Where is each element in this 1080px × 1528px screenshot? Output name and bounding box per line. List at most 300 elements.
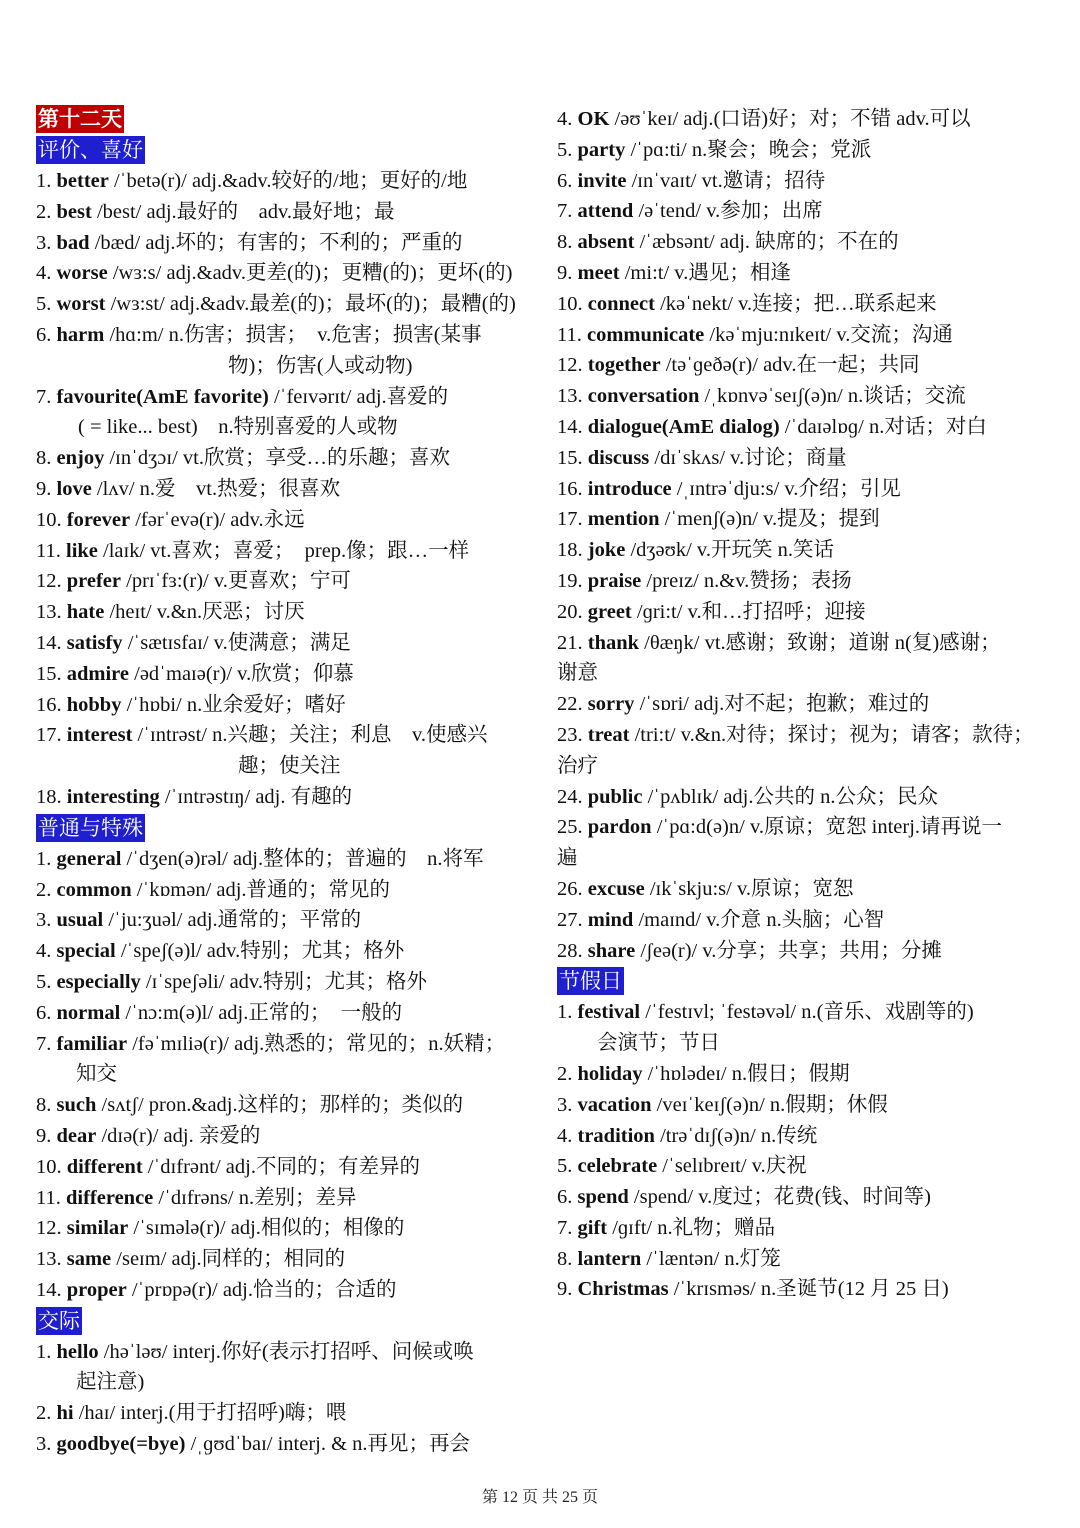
entry-definition: v.&n.厌恶；讨厌 xyxy=(156,601,305,624)
vocab-entry xyxy=(36,936,536,967)
entry-phonetic: /bæd/ xyxy=(94,231,141,254)
entry-number: 8. xyxy=(557,231,573,254)
entry-number: 3. xyxy=(36,909,52,932)
entry-definition: vt.邀请；招待 xyxy=(701,169,826,192)
vocab-entry xyxy=(557,135,1062,166)
entry-definition: n.伤害；损害； v.危害；损害(某事 xyxy=(168,323,482,346)
vocab-entry xyxy=(557,166,1062,197)
entry-word: mention xyxy=(587,508,660,531)
entry-definition: v.介意 n.头脑；心智 xyxy=(706,908,885,931)
entry-number: 17. xyxy=(36,724,62,747)
entry-phonetic: /ˈkɒmən/ xyxy=(136,878,212,901)
entry-phonetic: /əʊˈkeɪ/ xyxy=(614,108,679,130)
entry-number: 2. xyxy=(36,878,52,901)
entry-word: worst xyxy=(56,293,106,316)
entry-definition: adj.普通的；常见的 xyxy=(216,878,391,901)
vocab-entry xyxy=(36,1244,536,1275)
entry-definition: adj.公共的 n.公众；民众 xyxy=(723,785,938,808)
entry-number: 15. xyxy=(557,446,583,469)
entry-definition: adj. 亲爱的 xyxy=(163,1124,261,1147)
entry-word: better xyxy=(56,170,109,192)
vocab-entry xyxy=(557,258,1062,289)
entry-definition-continued: ( = like... best) n.特别喜爱的人或物 xyxy=(78,416,398,439)
entry-definition: adj.不同的；有差异的 xyxy=(225,1155,420,1178)
entry-number: 10. xyxy=(557,292,583,315)
vocab-entry xyxy=(557,689,1062,720)
entry-phonetic: /ˈbetə(r)/ xyxy=(113,170,187,192)
entry-phonetic: /ˈsɪmələ(r)/ xyxy=(133,1217,226,1240)
entry-phonetic: /həˈləʊ/ xyxy=(103,1340,168,1363)
entry-definition: n.假日；假期 xyxy=(731,1062,850,1085)
entry-phonetic: /tri:t/ xyxy=(634,723,676,746)
vocab-entry xyxy=(36,443,536,474)
entry-word: usual xyxy=(56,909,104,932)
vocab-entry xyxy=(557,1121,1062,1152)
entry-number: 8. xyxy=(557,1247,573,1270)
entry-word: satisfy xyxy=(66,631,123,654)
entry-definition: v.连接；把…联系起来 xyxy=(738,292,937,315)
entry-number: 20. xyxy=(557,600,583,623)
entry-word: party xyxy=(577,138,626,161)
entry-definition: adv.在一起；共同 xyxy=(763,354,920,377)
entry-number: 12. xyxy=(557,354,583,377)
entry-number: 14. xyxy=(36,631,62,654)
entry-definition: n.礼物；赠品 xyxy=(657,1216,776,1239)
entry-definition: n.&v.赞扬；表扬 xyxy=(703,569,852,592)
entry-word: absent xyxy=(577,231,635,254)
entry-list xyxy=(36,844,536,1306)
entry-definition: v.欣赏；仰慕 xyxy=(237,662,354,685)
entry-word: praise xyxy=(587,569,642,592)
vocab-entry xyxy=(557,905,1062,936)
section-heading: 评价、喜好 xyxy=(38,138,143,162)
entry-definition-continued: 治疗 xyxy=(557,754,598,777)
entry-number: 9. xyxy=(36,477,52,500)
entry-number: 18. xyxy=(36,785,62,808)
entry-word: tradition xyxy=(577,1124,655,1147)
entry-phonetic: /ˌɪntrəˈdju:s/ xyxy=(676,477,780,500)
vocab-entry xyxy=(557,381,1062,412)
vocab-entry xyxy=(36,844,536,875)
entry-number: 21. xyxy=(557,631,583,654)
entry-phonetic: /ˌɡʊdˈbaɪ/ xyxy=(190,1433,273,1456)
vocab-entry xyxy=(36,289,536,320)
vocab-entry xyxy=(36,536,536,567)
vocab-entry xyxy=(557,1213,1062,1244)
entry-definition: v.分享；共享；共用；分摊 xyxy=(702,939,942,962)
entry-number: 6. xyxy=(557,169,573,192)
entry-number: 8. xyxy=(36,1094,52,1117)
entry-definition: interj. & n.再见；再会 xyxy=(277,1433,471,1456)
entry-number: 16. xyxy=(557,477,583,500)
entry-phonetic: /haɪ/ xyxy=(78,1402,116,1425)
entry-definition: n.谈话；交流 xyxy=(847,385,966,408)
entry-phonetic: /ɪˈspeʃəli/ xyxy=(145,970,225,993)
entry-phonetic: /prɪˈfɜ:(r)/ xyxy=(126,570,209,593)
entry-number: 8. xyxy=(36,447,52,470)
entry-word: gift xyxy=(577,1216,608,1239)
entry-definition: v.遇见；相逢 xyxy=(674,261,791,284)
entry-definition: n.差别；差异 xyxy=(238,1186,357,1209)
entry-phonetic: /ˈkrɪsməs/ xyxy=(673,1278,756,1301)
entry-phonetic: /ɡɪft/ xyxy=(612,1216,653,1239)
vocab-entry xyxy=(36,382,536,413)
entry-word: introduce xyxy=(587,477,672,500)
vocab-entry xyxy=(557,412,1062,443)
entry-definition-continued: 物)；伤害(人或动物) xyxy=(228,354,413,377)
entry-definition: n.圣诞节(12 月 25 日) xyxy=(760,1278,949,1301)
entry-number: 14. xyxy=(557,415,583,438)
vocab-entry xyxy=(557,874,1062,905)
vocab-entry xyxy=(36,782,536,813)
entry-word: communicate xyxy=(587,323,705,346)
entry-number: 13. xyxy=(557,385,583,408)
entry-list xyxy=(36,1337,536,1460)
vocab-entry xyxy=(36,1337,536,1368)
entry-phonetic: /ˈpʌblɪk/ xyxy=(647,785,719,808)
entry-phonetic: /ˈselɪbreɪt/ xyxy=(662,1155,747,1178)
entry-word: pardon xyxy=(587,816,652,839)
entry-number: 10. xyxy=(36,1155,62,1178)
entry-definition: v.庆祝 xyxy=(751,1155,807,1178)
vocab-entry xyxy=(36,628,536,659)
entry-definition-continued: 遍 xyxy=(557,847,578,870)
entry-phonetic: /kəˈnekt/ xyxy=(660,292,733,315)
entry-definition: v.原谅；宽恕 interj.请再说一 xyxy=(749,816,1003,839)
entry-word: worse xyxy=(56,262,108,285)
entry-definition: n.兴趣；关注；利息 v.使感兴 xyxy=(212,724,488,747)
entry-definition: n.假期；休假 xyxy=(769,1093,888,1116)
entry-number: 7. xyxy=(557,200,573,223)
entry-number: 11. xyxy=(557,323,582,346)
section-heading: 交际 xyxy=(38,1308,80,1333)
entry-definition: n.传统 xyxy=(760,1124,818,1147)
right-column xyxy=(557,104,1062,1305)
vocab-entry xyxy=(36,967,536,998)
entry-definition-continued: 起注意) xyxy=(76,1371,145,1394)
entry-phonetic: /wɜ:st/ xyxy=(110,293,165,316)
entry-definition: vt.喜欢；喜爱； prep.像；跟…一样 xyxy=(150,539,470,562)
entry-number: 1. xyxy=(36,847,52,870)
left-column xyxy=(36,104,536,1460)
vocab-entry xyxy=(557,535,1062,566)
entry-word: common xyxy=(56,878,132,901)
entry-number: 19. xyxy=(557,569,583,592)
entry-phonetic: /ˈdɪfrənt/ xyxy=(147,1155,221,1178)
vocab-entry xyxy=(36,566,536,597)
entry-word: special xyxy=(56,940,116,963)
entry-word: holiday xyxy=(577,1062,643,1085)
entry-word: such xyxy=(56,1094,97,1117)
entry-word: festival xyxy=(577,1001,641,1024)
vocab-entry xyxy=(557,104,1062,135)
entry-number: 13. xyxy=(36,1248,62,1271)
vocab-entry xyxy=(557,289,1062,320)
entry-number: 4. xyxy=(36,940,52,963)
entry-definition: adj.坏的；有害的；不利的；严重的 xyxy=(145,231,463,254)
vocab-entry xyxy=(557,1059,1062,1090)
entry-definition: adj. 有趣的 xyxy=(255,785,353,808)
entry-word: normal xyxy=(56,1001,121,1024)
vocab-entry xyxy=(36,905,536,936)
vocab-entry xyxy=(557,320,1062,351)
vocab-entry xyxy=(36,1213,536,1244)
entry-number: 9. xyxy=(557,261,573,284)
entry-phonetic: /sʌtʃ/ xyxy=(101,1094,144,1117)
entry-phonetic: /ˌkɒnvəˈseɪʃ(ə)n/ xyxy=(704,385,843,408)
entry-word: celebrate xyxy=(577,1155,658,1178)
vocab-entry xyxy=(557,566,1062,597)
entry-word: lantern xyxy=(577,1247,642,1270)
entry-number: 2. xyxy=(36,1402,52,1425)
entry-number: 14. xyxy=(36,1278,62,1301)
vocab-entry xyxy=(557,936,1062,967)
vocab-entry xyxy=(557,504,1062,535)
vocab-entry xyxy=(557,597,1062,628)
entry-word: hi xyxy=(56,1402,74,1425)
entry-phonetic: /ˈdʒen(ə)rəl/ xyxy=(126,847,228,870)
entry-phonetic: /spend/ xyxy=(633,1186,694,1209)
vocab-entry xyxy=(557,474,1062,505)
entry-number: 4. xyxy=(36,262,52,285)
entry-phonetic: /seɪm/ xyxy=(116,1248,167,1271)
entry-definition-continued: 趣；使关注 xyxy=(238,755,341,778)
entry-phonetic: /hɑ:m/ xyxy=(109,323,164,346)
entry-definition: adj.&adv.较好的/地；更好的/地 xyxy=(191,170,468,192)
entry-definition: v.度过；花费(钱、时间等) xyxy=(698,1186,931,1209)
entry-word: connect xyxy=(587,292,655,315)
entry-number: 9. xyxy=(557,1278,573,1301)
entry-word: hello xyxy=(56,1340,99,1363)
entry-word: difference xyxy=(66,1186,154,1209)
entry-phonetic: /dɪə(r)/ xyxy=(101,1124,159,1147)
entry-definition: v.使满意；满足 xyxy=(213,631,351,654)
entry-phonetic: /θæŋk/ xyxy=(644,631,700,654)
entry-definition-continued: 谢意 xyxy=(557,662,598,685)
entry-phonetic: /ˈfeɪvərɪt/ xyxy=(273,385,352,408)
vocab-entry xyxy=(36,320,536,351)
entry-definition: adj.(口语)好；对；不错 adv.可以 xyxy=(683,108,971,130)
vocab-entry xyxy=(36,875,536,906)
entry-word: hobby xyxy=(66,693,122,716)
entry-number: 5. xyxy=(36,293,52,316)
vocab-entry xyxy=(557,1090,1062,1121)
entry-phonetic: /ɡri:t/ xyxy=(636,600,683,623)
entry-phonetic: /əˈtend/ xyxy=(638,200,702,223)
entry-number: 2. xyxy=(36,200,52,223)
entry-phonetic: /preɪz/ xyxy=(646,569,699,592)
entry-phonetic: /fəˈmɪliə(r)/ xyxy=(132,1032,229,1055)
entry-number: 7. xyxy=(36,1032,52,1055)
entry-phonetic: /ɪkˈskju:s/ xyxy=(649,877,732,900)
entry-phonetic: /ˈpɑ:d(ə)n/ xyxy=(656,816,745,839)
entry-definition: n.对话；对白 xyxy=(868,415,987,438)
entry-phonetic: /ˈnɔ:m(ə)l/ xyxy=(125,1001,214,1024)
entry-word: familiar xyxy=(56,1032,128,1055)
entry-number: 16. xyxy=(36,693,62,716)
entry-phonetic: /ədˈmaɪə(r)/ xyxy=(134,662,233,685)
entry-word: treat xyxy=(587,723,630,746)
entry-phonetic: /veɪˈkeɪʃ(ə)n/ xyxy=(656,1093,765,1116)
entry-word: harm xyxy=(56,323,105,346)
entry-word: like xyxy=(66,539,98,562)
entry-number: 1. xyxy=(557,1001,573,1024)
section-heading: 普通与特殊 xyxy=(38,815,143,840)
entry-number: 12. xyxy=(36,570,62,593)
entry-word: vacation xyxy=(577,1093,652,1116)
entry-word: bad xyxy=(56,231,90,254)
entry-phonetic: /ˈspeʃ(ə)l/ xyxy=(120,940,202,963)
entry-list xyxy=(36,166,536,813)
entry-phonetic: /ˈɪntrəst/ xyxy=(137,724,207,747)
entry-phonetic: /ˈsɒri/ xyxy=(639,693,690,716)
entry-number: 27. xyxy=(557,908,583,931)
vocab-entry xyxy=(557,812,1062,843)
vocab-entry xyxy=(557,196,1062,227)
vocab-entry xyxy=(557,628,1062,659)
entry-word: sorry xyxy=(587,693,635,716)
entry-phonetic: /ˈsætɪsfaɪ/ xyxy=(127,631,209,654)
entry-word: admire xyxy=(66,662,130,685)
entry-definition: v.讨论；商量 xyxy=(730,446,847,469)
entry-word: share xyxy=(587,939,636,962)
entry-definition: n.聚会；晚会；党派 xyxy=(691,138,872,161)
entry-phonetic: /wɜ:s/ xyxy=(112,262,162,285)
entry-number: 6. xyxy=(557,1186,573,1209)
vocab-entry xyxy=(557,997,1062,1028)
entry-definition: vt.欣赏；享受…的乐趣；喜欢 xyxy=(182,447,450,470)
entry-word: public xyxy=(587,785,643,808)
vocab-entry xyxy=(557,1274,1062,1305)
entry-phonetic: /best/ xyxy=(96,200,142,223)
section-heading: 节假日 xyxy=(559,969,622,994)
vocab-entry xyxy=(36,197,536,228)
entry-number: 5. xyxy=(36,970,52,993)
entry-word: enjoy xyxy=(56,447,105,470)
entry-phonetic: /ˈju:ʒuəl/ xyxy=(108,909,183,932)
entry-word: thank xyxy=(587,631,640,654)
entry-word: discuss xyxy=(587,446,650,469)
day-title: 第十二天 xyxy=(38,107,122,131)
entry-word: prefer xyxy=(66,570,122,593)
entry-number: 15. xyxy=(36,662,62,685)
entry-number: 13. xyxy=(36,601,62,624)
entry-phonetic: /ˈhɒlədeɪ/ xyxy=(647,1062,727,1085)
entry-definition: v.原谅；宽恕 xyxy=(736,877,854,900)
page-footer: 第 12 页 共 25 页 xyxy=(481,1489,598,1506)
entry-definition: v.交流；沟通 xyxy=(836,323,953,346)
entry-definition: adj.&adv.最差(的)；最坏(的)；最糟(的) xyxy=(169,293,516,316)
entry-word: dear xyxy=(56,1124,97,1147)
vocab-entry xyxy=(36,597,536,628)
entry-definition: vt.感谢；致谢；道谢 n(复)感谢； xyxy=(704,631,1001,654)
entry-word: interest xyxy=(66,724,133,747)
entry-word: joke xyxy=(587,539,626,562)
entry-phonetic: /heɪt/ xyxy=(109,601,152,624)
vocab-entry xyxy=(36,1121,536,1152)
entry-phonetic: /təˈɡeðə(r)/ xyxy=(665,354,758,377)
entry-definition: n.(音乐、戏剧等的) xyxy=(801,1001,974,1024)
entry-phonetic: /dɪˈskʌs/ xyxy=(654,446,726,469)
entry-definition: adj.通常的；平常的 xyxy=(187,909,362,932)
entry-phonetic: /ɪnˈvaɪt/ xyxy=(631,169,697,192)
entry-phonetic: /lʌv/ xyxy=(96,477,135,500)
vocab-entry xyxy=(36,1090,536,1121)
entry-word: love xyxy=(56,477,92,500)
entry-number: 17. xyxy=(557,508,583,531)
vocab-entry xyxy=(36,998,536,1029)
entry-word: proper xyxy=(66,1278,127,1301)
entry-definition: n.爱 vt.热爱；很喜欢 xyxy=(139,477,341,500)
vocab-entry xyxy=(36,258,536,289)
entry-word: meet xyxy=(577,261,620,284)
entry-phonetic: /mi:t/ xyxy=(624,261,670,284)
entry-definition-continued: 会演节；节日 xyxy=(597,1032,720,1055)
entry-number: 24. xyxy=(557,785,583,808)
entry-phonetic: /ˈfestɪvl; ˈfestəvəl/ xyxy=(645,1001,797,1024)
entry-definition: adj.喜爱的 xyxy=(356,385,449,408)
vocab-entry xyxy=(36,228,536,259)
entry-phonetic: /kəˈmju:nɪkeɪt/ xyxy=(709,323,832,346)
entry-phonetic: /ˈdaɪəlɒɡ/ xyxy=(784,415,864,438)
entry-word: conversation xyxy=(587,385,700,408)
vocab-entry xyxy=(557,1182,1062,1213)
entry-number: 6. xyxy=(36,1001,52,1024)
vocab-entry xyxy=(36,474,536,505)
entry-definition: pron.&adj.这样的；那样的；类似的 xyxy=(148,1094,464,1117)
vocab-entry xyxy=(36,1152,536,1183)
vocab-entry xyxy=(36,1183,536,1214)
entry-definition: v.开玩笑 n.笑话 xyxy=(696,539,834,562)
entry-definition: adj.正常的； 一般的 xyxy=(218,1001,403,1024)
entry-word: general xyxy=(56,847,122,870)
entry-phonetic: /ˈɪntrəstɪŋ/ xyxy=(164,785,251,808)
entry-definition: adv.特别；尤其；格外 xyxy=(229,970,427,993)
entry-phonetic: /maɪnd/ xyxy=(638,908,702,931)
entry-definition: adj.恰当的；合适的 xyxy=(222,1278,397,1301)
vocab-entry xyxy=(36,720,536,751)
entry-word: together xyxy=(587,354,661,377)
entry-number: 12. xyxy=(36,1217,62,1240)
entry-phonetic: /ˈpɑ:ti/ xyxy=(630,138,687,161)
vocab-entry xyxy=(36,1275,536,1306)
entry-definition: v.更喜欢；宁可 xyxy=(213,570,351,593)
entry-number: 9. xyxy=(36,1124,52,1147)
entry-number: 23. xyxy=(557,723,583,746)
entry-definition: v.提及；提到 xyxy=(763,508,880,531)
entry-number: 3. xyxy=(36,1433,52,1456)
entry-word: dialogue(AmE dialog) xyxy=(587,415,780,438)
entry-word: goodbye(=bye) xyxy=(56,1433,186,1456)
entry-phonetic: /ˈprɒpə(r)/ xyxy=(131,1278,218,1301)
vocab-entry xyxy=(36,1429,536,1460)
entry-number: 18. xyxy=(557,539,583,562)
entry-word: interesting xyxy=(66,785,160,808)
entry-number: 22. xyxy=(557,693,583,716)
entry-phonetic: /ˈhɒbi/ xyxy=(126,693,182,716)
entry-word: different xyxy=(66,1155,143,1178)
entry-definition: adj.整体的；普遍的 n.将军 xyxy=(232,847,484,870)
entry-number: 4. xyxy=(557,108,573,130)
entry-list xyxy=(557,104,1062,966)
entry-number: 4. xyxy=(557,1124,573,1147)
vocab-entry xyxy=(557,1244,1062,1275)
entry-number: 1. xyxy=(36,170,52,192)
entry-word: excuse xyxy=(587,877,645,900)
entry-word: favourite(AmE favorite) xyxy=(56,385,269,408)
entry-number: 5. xyxy=(557,138,573,161)
vocab-entry xyxy=(557,1151,1062,1182)
